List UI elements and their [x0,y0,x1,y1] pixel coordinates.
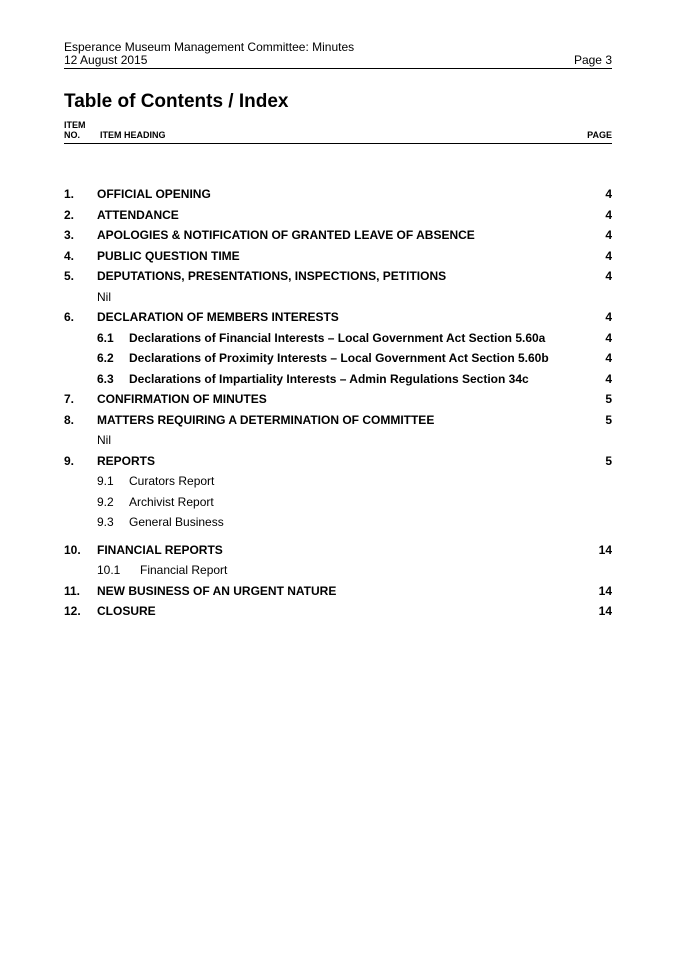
running-header [64,0,612,69]
subitem-heading: Curators Report [129,474,215,488]
item-page: 4 [605,248,612,263]
subitem-heading: Declarations of Financial Interests – Local Government Act Section 5.60a [129,330,546,345]
header-page-number: Page 3 [573,53,612,67]
item-heading: PUBLIC QUESTION TIME [97,248,240,263]
toc-item [64,246,612,267]
subitem-number: 9.1 [97,474,114,488]
subitem-number: 6.3 [97,371,114,386]
subitem-page: 4 [605,371,612,386]
toc-item [64,601,612,622]
column-no-label: NO. [64,130,81,140]
subitem-heading: Declarations of Impartiality Interests – Admin Regulations Section 34c [129,371,529,386]
toc-subitem [64,348,612,369]
subitem-heading: Financial Report [140,563,228,577]
item-page: 4 [605,228,612,242]
item-number: 12. [64,604,81,618]
page-title: Table of Contents / Index [64,91,289,112]
toc-subitem [64,369,612,390]
item-page: 4 [605,187,612,201]
item-number: 3. [64,228,75,242]
item-heading: MATTERS REQUIRING A DETERMINATION OF COMMITTEE [97,412,435,427]
item-number: 1. [64,187,75,201]
column-page-label: PAGE [587,130,612,140]
item-number: 5. [64,269,75,283]
item-number: 2. [64,207,75,222]
subitem-heading: Declarations of Proximity Interests – Local Government Act Section 5.60b [129,351,549,365]
item-page: 14 [598,604,612,618]
item-page: 14 [598,583,612,598]
toc-subitem [64,328,612,349]
header-date: 12 August 2015 [64,53,148,67]
table-of-contents [64,184,612,622]
toc-column-header [64,120,612,144]
column-item-label: ITEM [64,120,86,130]
item-heading: OFFICIAL OPENING [97,187,211,201]
item-heading: REPORTS [97,453,156,468]
toc-item [64,205,612,226]
item-page: 4 [605,310,612,324]
toc-item [64,184,612,205]
toc-item [64,540,612,561]
item-page: 5 [605,392,612,406]
toc-note [64,287,612,308]
toc-item [64,225,612,246]
toc-item [64,307,612,328]
item-page: 5 [605,412,612,427]
item-page: 5 [605,453,612,468]
toc-subitem [64,512,612,533]
toc-item [64,266,612,287]
item-heading: NEW BUSINESS OF AN URGENT NATURE [97,583,337,598]
item-page: 4 [605,207,612,222]
subitem-number: 10.1 [97,563,121,577]
item-heading: FINANCIAL REPORTS [97,542,223,557]
header-title: Esperance Museum Management Committee: Minutes [64,40,355,54]
toc-item [64,581,612,602]
item-number: 4. [64,248,75,263]
item-heading: DECLARATION OF MEMBERS INTERESTS [97,310,339,324]
item-number: 10. [64,542,81,557]
item-number: 9. [64,453,75,468]
toc-note [64,430,612,451]
item-note: Nil [97,289,111,304]
column-heading-label: ITEM HEADING [100,130,166,140]
item-number: 6. [64,310,75,324]
toc-subitem [64,471,612,492]
item-page: 4 [605,269,612,283]
item-number: 11. [64,583,81,598]
item-heading: CONFIRMATION OF MINUTES [97,392,267,406]
document-page [64,0,612,618]
subitem-number: 9.3 [97,515,114,529]
subitem-heading: General Business [129,515,224,529]
item-heading: CLOSURE [97,604,156,618]
subitem-number: 9.2 [97,494,114,509]
item-number: 7. [64,392,75,406]
subitem-page: 4 [605,351,612,365]
subitem-page: 4 [605,330,612,345]
item-page: 14 [598,542,612,557]
toc-item [64,451,612,472]
toc-subitem [64,560,612,581]
toc-item [64,389,612,410]
item-heading: DEPUTATIONS, PRESENTATIONS, INSPECTIONS, PETITIONS [97,269,447,283]
subitem-number: 6.1 [97,330,114,345]
item-number: 8. [64,412,75,427]
item-note: Nil [97,433,111,447]
item-heading: APOLOGIES & NOTIFICATION OF GRANTED LEAVE OF ABSENCE [97,228,475,242]
toc-item [64,410,612,431]
subitem-number: 6.2 [97,351,114,365]
subitem-heading: Archivist Report [129,494,214,509]
item-heading: ATTENDANCE [97,207,179,222]
toc-subitem [64,492,612,513]
